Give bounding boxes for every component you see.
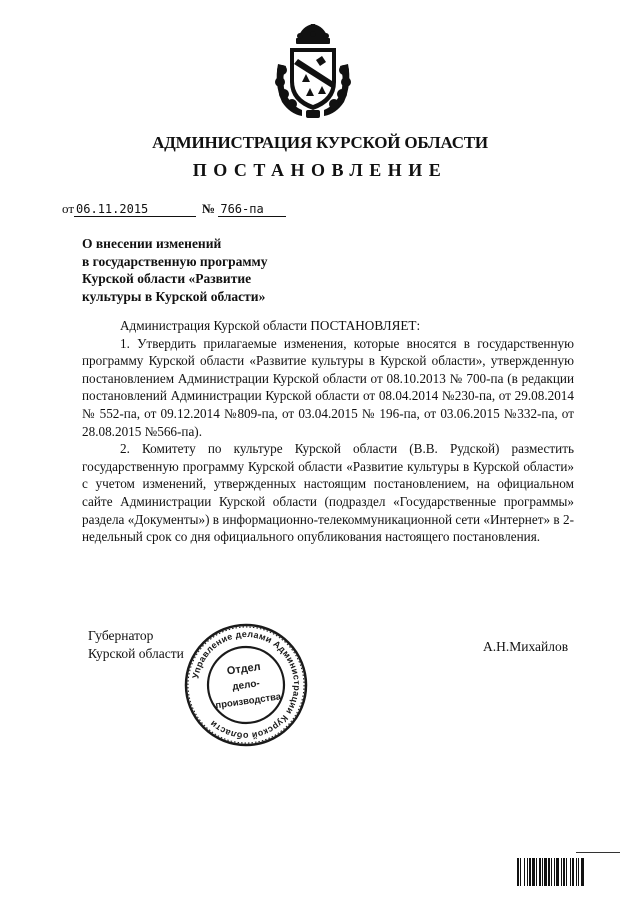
barcode-bar	[551, 858, 552, 886]
barcode-bar	[520, 858, 521, 886]
barcode-bar	[563, 858, 565, 886]
paragraph-2: 2. Комитету по культуре Курской области (В.В. Рудской) разместить государственную программу Курской области «Развитие культуры в Курской области» с учетом изменений, утвержденных настоящим постановлением, на официальном сайте Администрации Курской области (подраздел «Государственные программы» раздела «Документы») в информационно-телекоммуникационной сети «Интернет» в 2-недельный срок со дня официального опубликования настоящего постановления.	[82, 441, 574, 545]
barcode-bar	[572, 858, 574, 886]
document-subject	[82, 235, 322, 305]
barcode-bar	[539, 858, 541, 886]
date-label: от	[62, 201, 75, 216]
document-type-title: ПОСТАНОВЛЕНИЕ	[192, 160, 448, 180]
barcode-bar	[548, 858, 550, 886]
barcode-bar	[517, 858, 519, 886]
stamp-ring-text: Управление делами Администрации Курской области	[190, 628, 303, 742]
barcode-bar	[581, 858, 584, 886]
kursk-coat-of-arms-icon	[272, 24, 354, 120]
document-number: 766-па	[218, 202, 286, 217]
barcode-bar	[578, 858, 579, 886]
signatory-title-line: Губернатор	[88, 628, 154, 643]
organization-title: АДМИНИСТРАЦИЯ КУРСКОЙ ОБЛАСТИ	[152, 133, 488, 152]
barcode-bar	[529, 858, 531, 886]
barcode-icon	[517, 858, 621, 886]
signatory-title-line: Курской области	[88, 646, 184, 661]
barcode-bar	[544, 858, 547, 886]
barcode-bar	[542, 858, 543, 886]
document-body	[82, 317, 574, 546]
barcode-bar	[527, 858, 528, 886]
office-stamp-icon	[183, 622, 309, 748]
barcode-bar	[554, 858, 555, 886]
stamp-center-line: производства	[214, 691, 282, 712]
barcode-bar	[570, 858, 571, 886]
document-meta	[62, 201, 286, 217]
barcode-bar	[524, 858, 525, 886]
signatory-title	[88, 627, 184, 663]
barcode-bar	[536, 858, 537, 886]
subject-line: О внесении изменений	[82, 236, 222, 251]
signatory-name: А.Н.Михайлов	[483, 639, 569, 654]
subject-line: культуры в Курской области»	[82, 288, 266, 304]
number-label: №	[202, 201, 216, 216]
barcode-bar	[566, 858, 567, 886]
barcode-bar	[576, 858, 577, 886]
barcode-bar	[556, 858, 559, 886]
barcode-rule	[576, 852, 620, 853]
subject-line: Курской области «Развитие	[82, 271, 252, 286]
paragraph-1: 1. Утвердить прилагаемые изменения, которые вносятся в государственную программу Курской области «Развитие культуры в Курской области», утвержденную постановлением Администрации Курской области от 08.10.2013 № 700-па (в редакции постановлений Администрации Курской области от 08.04.2014 №230-па, от 29.08.2014 № 552-па, от 09.12.2014 №809-па, от 03.04.2015 № 196-па, от 03.06.2015 №332-па, от 28.08.2015 №566-па).	[82, 335, 574, 439]
subject-line: в государственную программу	[82, 253, 268, 269]
barcode-bar	[561, 858, 562, 886]
stamp-center-line: Отдел	[226, 660, 262, 678]
preamble: Администрация Курской области ПОСТАНОВЛЯЕТ:	[120, 318, 421, 333]
document-date: 06.11.2015	[74, 202, 196, 217]
stamp-center-line: дело-	[231, 678, 261, 693]
barcode-bar	[532, 858, 535, 886]
